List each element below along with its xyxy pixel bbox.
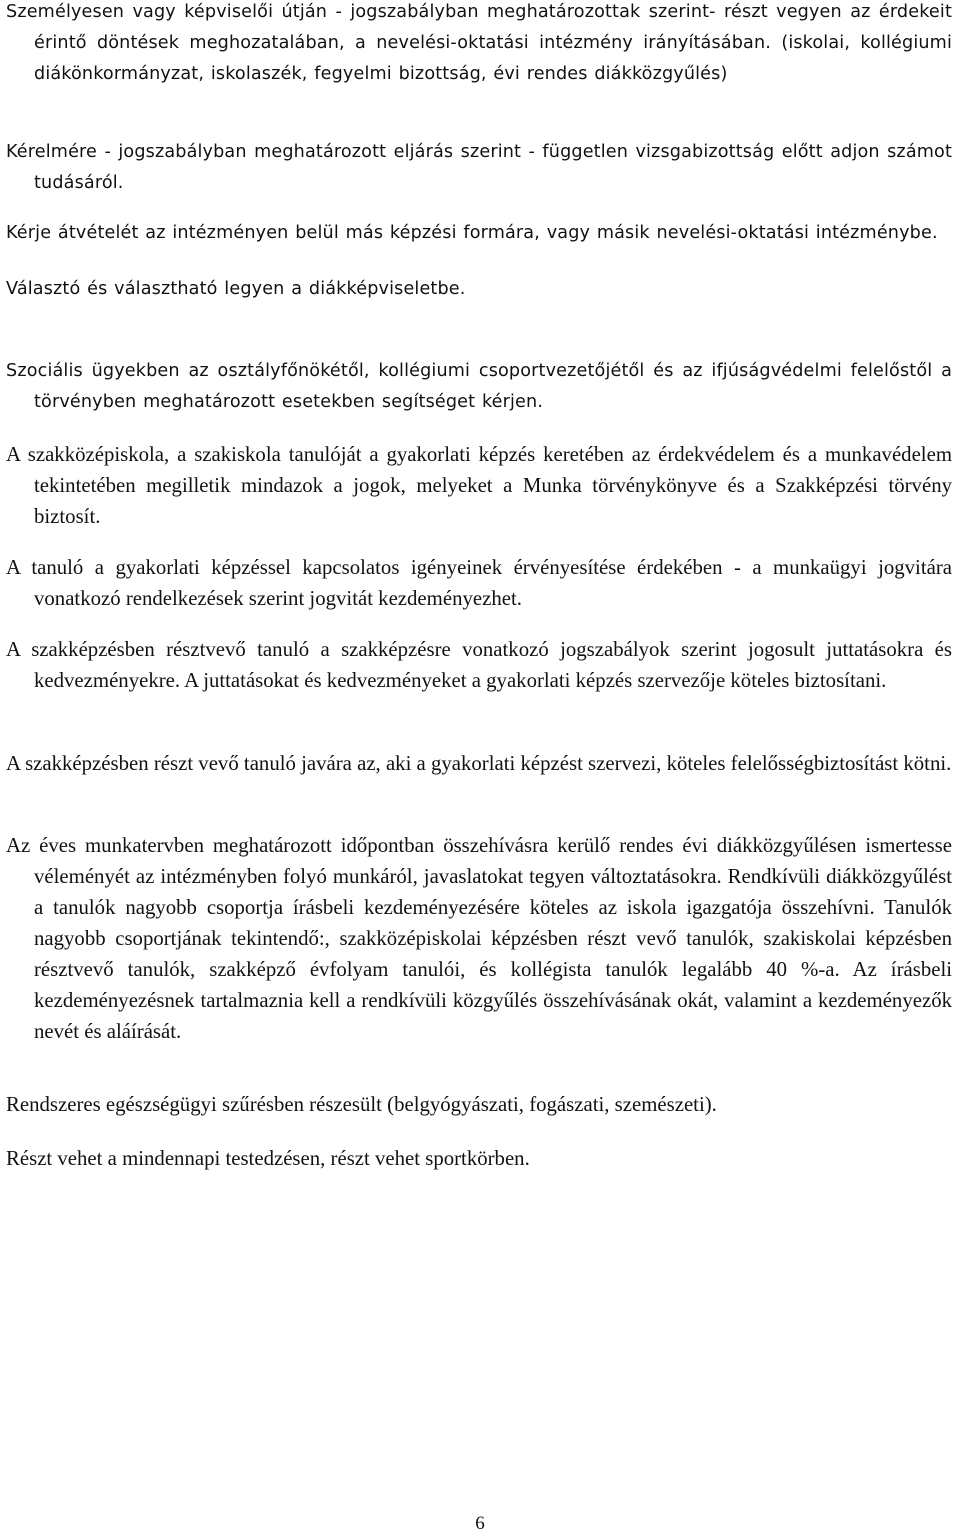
paragraph-health-screening: Rendszeres egészségügyi szűrésben részesült (belgyógyászati, fogászati, szemészeti). <box>6 1093 717 1116</box>
paragraph-liability-insurance: A szakképzésben részt vevő tanuló javára az, aki a gyakorlati képzést szervezi, köteles felelősségbiztosítást kötni. <box>6 752 952 775</box>
paragraph-student-representation: Választó és választható legyen a diákképviseletbe. <box>6 279 466 299</box>
paragraph-labour-dispute: A tanuló a gyakorlati képzéssel kapcsolatos igényeinek érvényesítése érdekében - a munkaügyi jogvitára vonatkozó rendelkezések szerint jogvitát kezdeményezhet. <box>6 556 952 610</box>
paragraph-independent-exam: Kérelmére - jogszabályban meghatározott eljárás szerint - független vizsgabizottság előtt adjon számot tudásáról. <box>6 142 952 193</box>
paragraph-participation-rights: Személyesen vagy képviselői útján - jogszabályban meghatározottak szerint- részt vegyen az érdekeit érintő döntések meghozatalában, a nevelési-oktatási intézmény irányításában. (iskolai, kollégiumi diákönkormányzat, iskolaszék, fegyelmi bizottság, évi rendes diákközgyűlés) <box>6 2 952 84</box>
paragraph-transfer-request: Kérje átvételét az intézményen belül más képzési formára, vagy másik nevelési-oktatási intézménybe. <box>6 223 938 243</box>
paragraph-student-assembly: Az éves munkatervben meghatározott időpontban összehívásra kerülő rendes évi diákközgyűlésen ismertesse véleményét az intézményben folyó munkáról, javaslatokat tegyen változtatásokra. Rendkívüli diákközgyűlést a tanulók nagyobb csoportja írásbeli kezdeményezésére köteles az iskola igazgatója összehívni. Tanulók nagyobb csoportjának tekintendő:, szakközépiskolai képzésben részt vevő tanulók, szakiskolai képzésben résztvevő tanulók, szakképző évfolyam tanulói, és kollégista tanulók legalább 40 %-a. Az írásbeli kezdeményezésnek tartalmaznia kell a rendkívüli közgyűlés összehívásának okát, valamint a kezdeményezők nevét és aláírását. <box>6 834 952 1043</box>
page-number: 6 <box>475 1513 485 1534</box>
paragraph-vocational-protection: A szakközépiskola, a szakiskola tanulóját a gyakorlati képzés keretében az érdekvédelem és a munkavédelem tekintetében megilletik mindazok a jogok, melyeket a Munka törvénykönyve és a Szakképzési törvény biztosít. <box>6 443 952 528</box>
paragraph-social-support: Szociális ügyekben az osztályfőnökétől, kollégiumi csoportvezetőjétől és az ifjúságvédelmi felelőstől a törvényben meghatározott esetekben segítséget kérjen. <box>6 361 952 412</box>
paragraph-vocational-benefits: A szakképzésben résztvevő tanuló a szakképzésre vonatkozó jogszabályok szerint jogosult juttatásokra és kedvezményekre. A juttatásokat és kedvezményeket a gyakorlati képzés szervezője köteles biztosítani. <box>6 638 952 692</box>
paragraph-daily-exercise: Részt vehet a mindennapi testedzésen, részt vehet sportkörben. <box>6 1147 530 1170</box>
